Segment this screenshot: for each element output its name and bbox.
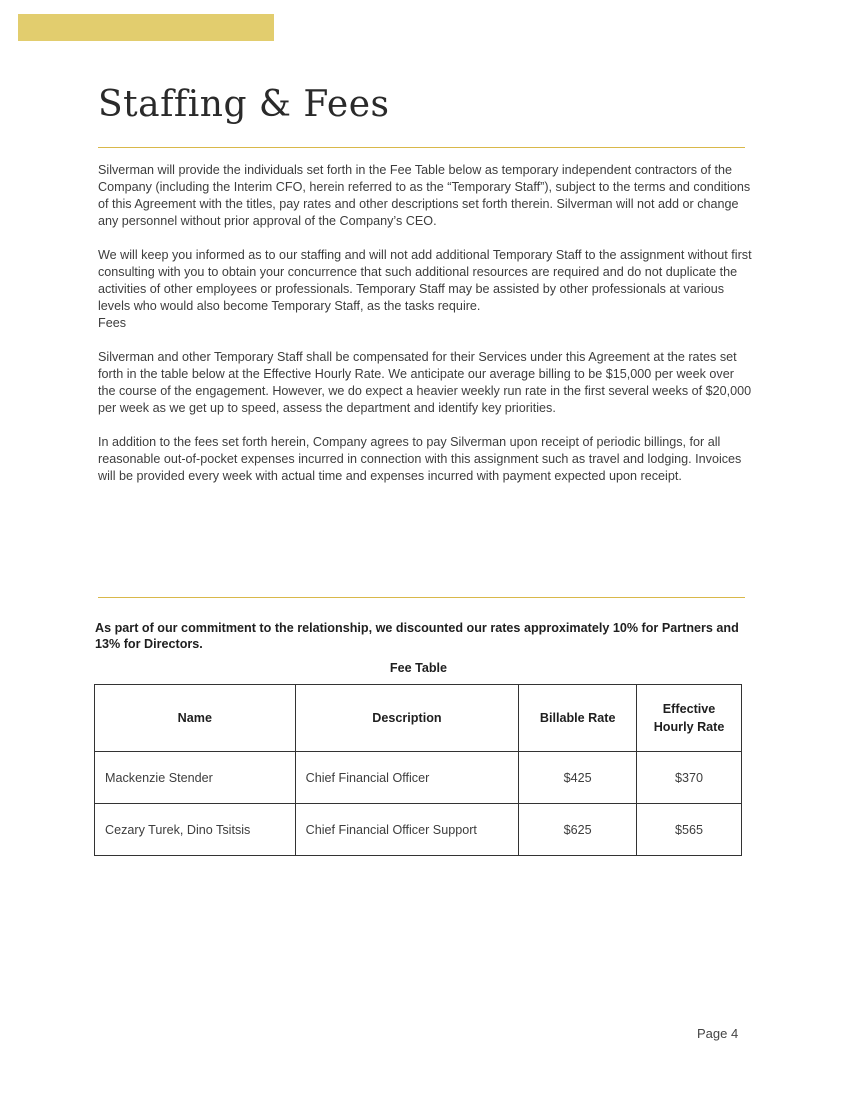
cell-effective-rate: $565 — [637, 804, 742, 856]
column-header-description: Description — [295, 685, 519, 752]
effective-rate-header-line1: Effective — [662, 702, 716, 716]
page-title: Staffing & Fees — [98, 84, 390, 125]
column-header-effective-rate — [637, 685, 742, 752]
table-row — [95, 752, 742, 804]
cell-description: Chief Financial Officer Support — [295, 804, 519, 856]
column-header-name: Name — [95, 685, 296, 752]
paragraph-compensation: Silverman and other Temporary Staff shall be compensated for their Services under this Agreement at the rates set forth in the table below at the Effective Hourly Rate. We anticipate our average billing to be $15,000 per week over the course of the engagement. However, we do expect a heavier weekly run rate in the first several weeks of $20,000 per week as we get up to speed, assess the department and identify key priorities. — [98, 350, 752, 415]
fee-table-caption: Fee Table — [389, 661, 448, 675]
cell-name: Mackenzie Stender — [95, 752, 296, 804]
paragraph-staffing: We will keep you informed as to our staffing and will not add additional Temporary Staff to the assignment without first consulting with you to obtain your concurrence that such additional resources are required and do not duplicate the activities of other employees or professionals. Temporary Staff may be assisted by other professionals at various levels who would also become Temporary Staff, as the tasks require. — [98, 248, 752, 313]
cell-description: Chief Financial Officer — [295, 752, 519, 804]
section-heading-fees: Fees — [98, 316, 126, 330]
cell-billable-rate: $625 — [519, 804, 637, 856]
paragraph-temporary-staff: Silverman will provide the individuals set forth in the Fee Table below as temporary independent contractors of the Company (including the Interim CFO, herein referred to as the “Temporary Staff”), subject to the terms and conditions of this Agreement with the titles, pay rates and other descriptions set forth therein. Silverman will not add or change any personnel without prior approval of the Company’s CEO. — [98, 163, 751, 228]
cell-billable-rate: $425 — [519, 752, 637, 804]
section-divider — [98, 597, 745, 598]
discount-commitment: As part of our commitment to the relationship, we discounted our rates approximately 10% for Partners and 13% for Directors. — [95, 621, 739, 651]
table-row — [95, 804, 742, 856]
effective-rate-header-line2: Hourly Rate — [653, 720, 725, 734]
cell-effective-rate: $370 — [637, 752, 742, 804]
body-text — [98, 162, 753, 502]
fee-table-header-row — [95, 685, 742, 752]
paragraph-expenses: In addition to the fees set forth herein, Company agrees to pay Silverman upon receipt of periodic billings, for all reasonable out-of-pocket expenses incurred in connection with this assignment such as travel and lodging. Invoices will be provided every week with actual time and expenses incurred with payment expected upon receipt. — [98, 435, 742, 483]
cell-name: Cezary Turek, Dino Tsitsis — [95, 804, 296, 856]
header-accent-bar — [18, 14, 274, 41]
title-divider — [98, 147, 745, 148]
fee-table — [94, 684, 742, 856]
page-number: Page 4 — [697, 1026, 739, 1041]
column-header-billable-rate: Billable Rate — [519, 685, 637, 752]
